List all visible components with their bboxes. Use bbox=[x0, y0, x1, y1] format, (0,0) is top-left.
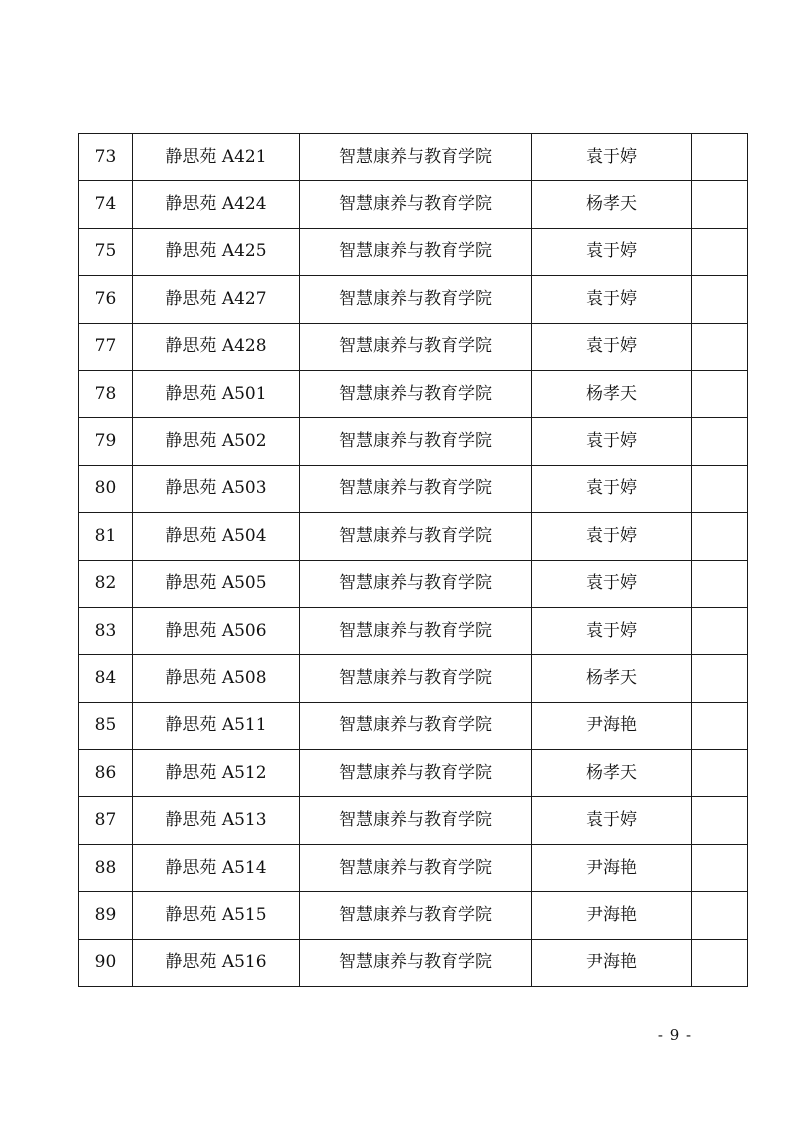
room-cell: 静思苑 A505 bbox=[133, 560, 300, 607]
note-cell bbox=[692, 134, 748, 181]
room-cell: 静思苑 A516 bbox=[133, 939, 300, 986]
note-cell bbox=[692, 418, 748, 465]
row-number-cell: 77 bbox=[79, 323, 133, 370]
note-cell bbox=[692, 181, 748, 228]
room-cell: 静思苑 A506 bbox=[133, 607, 300, 654]
row-number-cell: 81 bbox=[79, 513, 133, 560]
table-row bbox=[79, 370, 748, 417]
college-cell: 智慧康养与教育学院 bbox=[300, 276, 532, 323]
room-cell: 静思苑 A511 bbox=[133, 702, 300, 749]
college-cell: 智慧康养与教育学院 bbox=[300, 560, 532, 607]
room-cell: 静思苑 A503 bbox=[133, 465, 300, 512]
room-cell: 静思苑 A427 bbox=[133, 276, 300, 323]
college-cell: 智慧康养与教育学院 bbox=[300, 181, 532, 228]
person-cell: 袁于婷 bbox=[532, 323, 692, 370]
note-cell bbox=[692, 655, 748, 702]
room-cell: 静思苑 A424 bbox=[133, 181, 300, 228]
person-cell: 尹海艳 bbox=[532, 702, 692, 749]
room-cell: 静思苑 A421 bbox=[133, 134, 300, 181]
person-cell: 尹海艳 bbox=[532, 939, 692, 986]
room-cell: 静思苑 A425 bbox=[133, 228, 300, 275]
note-cell bbox=[692, 797, 748, 844]
person-cell: 袁于婷 bbox=[532, 418, 692, 465]
college-cell: 智慧康养与教育学院 bbox=[300, 513, 532, 560]
table-row bbox=[79, 892, 748, 939]
college-cell: 智慧康养与教育学院 bbox=[300, 750, 532, 797]
note-cell bbox=[692, 844, 748, 891]
row-number-cell: 89 bbox=[79, 892, 133, 939]
table-row bbox=[79, 323, 748, 370]
note-cell bbox=[692, 892, 748, 939]
note-cell bbox=[692, 228, 748, 275]
person-cell: 袁于婷 bbox=[532, 607, 692, 654]
person-cell: 袁于婷 bbox=[532, 797, 692, 844]
room-cell: 静思苑 A512 bbox=[133, 750, 300, 797]
college-cell: 智慧康养与教育学院 bbox=[300, 797, 532, 844]
row-number-cell: 84 bbox=[79, 655, 133, 702]
row-number-cell: 73 bbox=[79, 134, 133, 181]
note-cell bbox=[692, 702, 748, 749]
table-row bbox=[79, 560, 748, 607]
person-cell: 袁于婷 bbox=[532, 134, 692, 181]
room-cell: 静思苑 A508 bbox=[133, 655, 300, 702]
college-cell: 智慧康养与教育学院 bbox=[300, 844, 532, 891]
person-cell: 袁于婷 bbox=[532, 228, 692, 275]
table-row bbox=[79, 939, 748, 986]
row-number-cell: 79 bbox=[79, 418, 133, 465]
college-cell: 智慧康养与教育学院 bbox=[300, 323, 532, 370]
table-row bbox=[79, 181, 748, 228]
person-cell: 尹海艳 bbox=[532, 844, 692, 891]
room-cell: 静思苑 A504 bbox=[133, 513, 300, 560]
dormitory-table-body bbox=[79, 134, 748, 987]
person-cell: 杨孝天 bbox=[532, 181, 692, 228]
person-cell: 尹海艳 bbox=[532, 892, 692, 939]
row-number-cell: 74 bbox=[79, 181, 133, 228]
row-number-cell: 82 bbox=[79, 560, 133, 607]
college-cell: 智慧康养与教育学院 bbox=[300, 702, 532, 749]
person-cell: 袁于婷 bbox=[532, 276, 692, 323]
room-cell: 静思苑 A428 bbox=[133, 323, 300, 370]
college-cell: 智慧康养与教育学院 bbox=[300, 228, 532, 275]
row-number-cell: 87 bbox=[79, 797, 133, 844]
person-cell: 袁于婷 bbox=[532, 513, 692, 560]
college-cell: 智慧康养与教育学院 bbox=[300, 892, 532, 939]
row-number-cell: 90 bbox=[79, 939, 133, 986]
table-row bbox=[79, 134, 748, 181]
table-row bbox=[79, 750, 748, 797]
college-cell: 智慧康养与教育学院 bbox=[300, 134, 532, 181]
table-row bbox=[79, 702, 748, 749]
row-number-cell: 88 bbox=[79, 844, 133, 891]
note-cell bbox=[692, 607, 748, 654]
page-number: - 9 - bbox=[657, 1026, 693, 1044]
table-row bbox=[79, 276, 748, 323]
room-cell: 静思苑 A514 bbox=[133, 844, 300, 891]
person-cell: 杨孝天 bbox=[532, 370, 692, 417]
note-cell bbox=[692, 370, 748, 417]
room-cell: 静思苑 A501 bbox=[133, 370, 300, 417]
row-number-cell: 78 bbox=[79, 370, 133, 417]
table-row bbox=[79, 418, 748, 465]
row-number-cell: 85 bbox=[79, 702, 133, 749]
row-number-cell: 83 bbox=[79, 607, 133, 654]
room-cell: 静思苑 A515 bbox=[133, 892, 300, 939]
note-cell bbox=[692, 513, 748, 560]
dormitory-table bbox=[78, 133, 748, 987]
person-cell: 袁于婷 bbox=[532, 465, 692, 512]
row-number-cell: 86 bbox=[79, 750, 133, 797]
table-row bbox=[79, 797, 748, 844]
table-row bbox=[79, 655, 748, 702]
row-number-cell: 80 bbox=[79, 465, 133, 512]
table-row bbox=[79, 607, 748, 654]
college-cell: 智慧康养与教育学院 bbox=[300, 607, 532, 654]
table-row bbox=[79, 465, 748, 512]
person-cell: 杨孝天 bbox=[532, 655, 692, 702]
note-cell bbox=[692, 465, 748, 512]
note-cell bbox=[692, 750, 748, 797]
note-cell bbox=[692, 276, 748, 323]
person-cell: 袁于婷 bbox=[532, 560, 692, 607]
college-cell: 智慧康养与教育学院 bbox=[300, 465, 532, 512]
row-number-cell: 76 bbox=[79, 276, 133, 323]
college-cell: 智慧康养与教育学院 bbox=[300, 370, 532, 417]
person-cell: 杨孝天 bbox=[532, 750, 692, 797]
note-cell bbox=[692, 323, 748, 370]
row-number-cell: 75 bbox=[79, 228, 133, 275]
room-cell: 静思苑 A502 bbox=[133, 418, 300, 465]
table-row bbox=[79, 513, 748, 560]
note-cell bbox=[692, 560, 748, 607]
note-cell bbox=[692, 939, 748, 986]
college-cell: 智慧康养与教育学院 bbox=[300, 655, 532, 702]
table-row bbox=[79, 844, 748, 891]
college-cell: 智慧康养与教育学院 bbox=[300, 418, 532, 465]
room-cell: 静思苑 A513 bbox=[133, 797, 300, 844]
college-cell: 智慧康养与教育学院 bbox=[300, 939, 532, 986]
table-row bbox=[79, 228, 748, 275]
